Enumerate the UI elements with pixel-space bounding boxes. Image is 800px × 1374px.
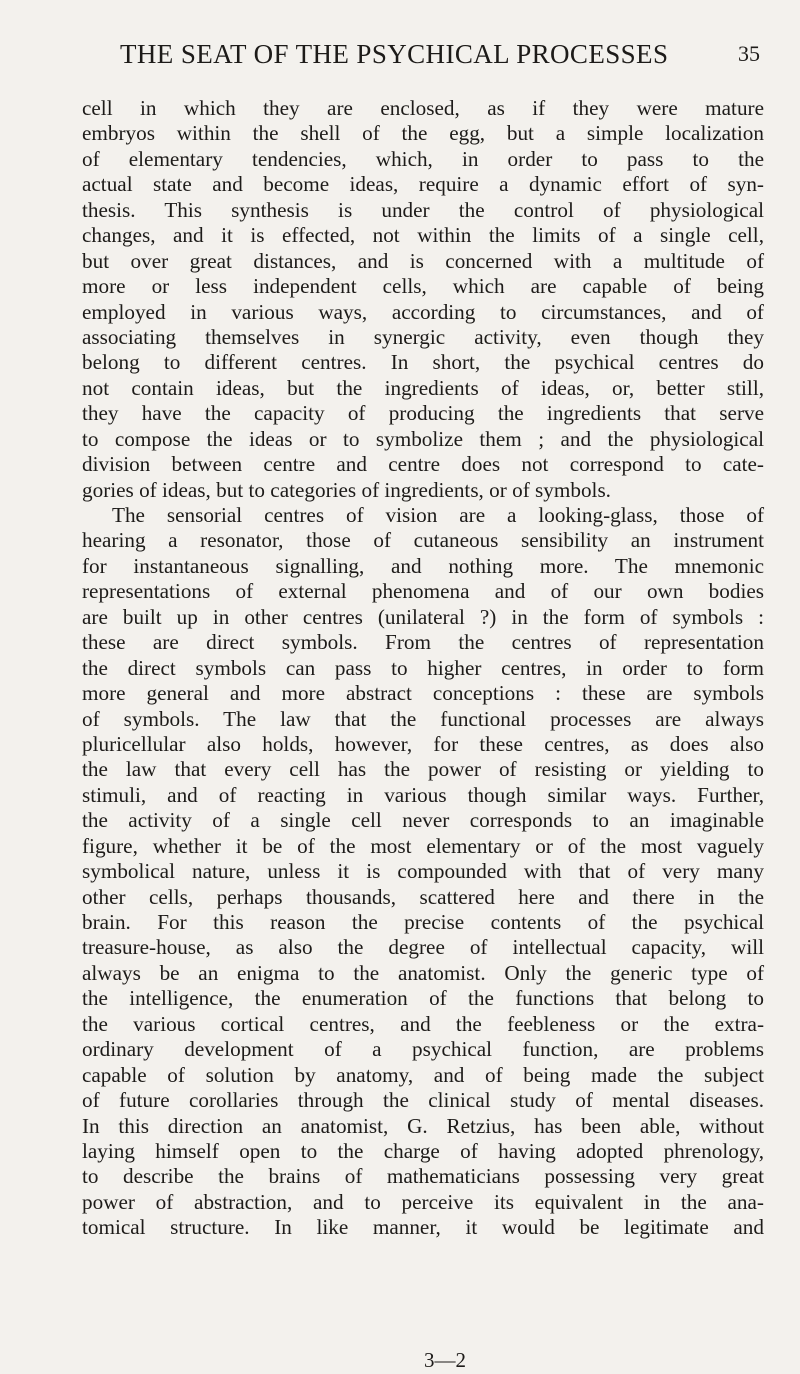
text-line: laying himself open to the charge of having adopted phrenology, [82, 1138, 764, 1163]
text-line: treasure-house, as also the degree of intellectual capacity, will [82, 935, 764, 960]
text-line: to compose the ideas or to symbolize them ; and the physiological [82, 426, 764, 451]
body-text [82, 96, 764, 1241]
text-line: pluricellular also holds, however, for these centres, as does also [82, 731, 764, 756]
text-line: division between centre and centre does not correspond to cate- [82, 452, 764, 477]
text-line: actual state and become ideas, require a dynamic effort of syn- [82, 172, 764, 197]
text-line: belong to different centres. In short, the psychical centres do [82, 350, 764, 375]
text-line: these are direct symbols. From the centres of representation [82, 630, 764, 655]
text-line: hearing a resonator, those of cutaneous sensibility an instrument [82, 528, 764, 553]
text-line: symbolical nature, unless it is compounded with that of very many [82, 859, 764, 884]
running-title: THE SEAT OF THE PSYCHICAL PROCESSES [120, 39, 669, 69]
text-line: to describe the brains of mathematicians possessing very great [82, 1164, 764, 1189]
text-line: of future corollaries through the clinical study of mental diseases. [82, 1088, 764, 1113]
text-line: cell in which they are enclosed, as if they were mature [82, 96, 764, 120]
text-line: representations of external phenomena and of our own bodies [82, 579, 764, 604]
text-line: always be an enigma to the anatomist. Only the generic type of [82, 960, 764, 985]
text-line: more general and more abstract conceptions : these are symbols [82, 681, 764, 706]
text-line: of symbols. The law that the functional processes are always [82, 706, 764, 731]
text-line: the law that every cell has the power of resisting or yielding to [82, 757, 764, 782]
text-line: the activity of a single cell never corresponds to an imaginable [82, 808, 764, 833]
text-line: brain. For this reason the precise contents of the psychical [82, 910, 764, 934]
text-line: ordinary development of a psychical function, are problems [82, 1037, 764, 1062]
text-line: are built up in other centres (unilateral ?) in the form of symbols : [82, 604, 764, 629]
text-line: the various cortical centres, and the feebleness or the extra- [82, 1011, 764, 1036]
text-line: gories of ideas, but to categories of ingredients, or of symbols. [82, 477, 611, 502]
text-line: thesis. This synthesis is under the control of physiological [82, 197, 764, 222]
text-line: for instantaneous signalling, and nothing more. The mnemonic [82, 553, 764, 578]
text-line: of elementary tendencies, which, in order to pass to the [82, 146, 764, 171]
page-number: 35 [738, 41, 760, 66]
text-line: employed in various ways, according to circumstances, and of [82, 299, 764, 324]
text-line: power of abstraction, and to perceive its equivalent in the ana- [82, 1189, 764, 1214]
text-line: In this direction an anatomist, G. Retzius, has been able, without [82, 1113, 764, 1138]
text-line: embryos within the shell of the egg, but a simple localization [82, 121, 764, 146]
text-line: they have the capacity of producing the ingredients that serve [82, 401, 764, 426]
text-line: the intelligence, the enumeration of the functions that belong to [82, 986, 764, 1011]
printer-signature-mark: 3—2 [424, 1348, 466, 1372]
text-line: the direct symbols can pass to higher centres, in order to form [82, 655, 764, 680]
text-line: other cells, perhaps thousands, scattered here and there in the [82, 884, 764, 909]
text-line: figure, whether it be of the most elementary or of the most vaguely [82, 833, 764, 858]
text-line: associating themselves in synergic activity, even though they [82, 324, 764, 349]
text-line: changes, and it is effected, not within the limits of a single cell, [82, 223, 764, 248]
text-line: The sensorial centres of vision are a looking-glass, those of [112, 503, 764, 527]
text-line: more or less independent cells, which are capable of being [82, 274, 764, 299]
text-line: tomical structure. In like manner, it would be legitimate and [82, 1215, 764, 1240]
text-line: but over great distances, and is concerned with a multitude of [82, 248, 764, 273]
running-head [120, 34, 760, 74]
text-line: stimuli, and of reacting in various though similar ways. Further, [82, 782, 764, 807]
text-line: capable of solution by anatomy, and of being made the subject [82, 1062, 764, 1087]
text-line: not contain ideas, but the ingredients of ideas, or, better still, [82, 375, 764, 400]
